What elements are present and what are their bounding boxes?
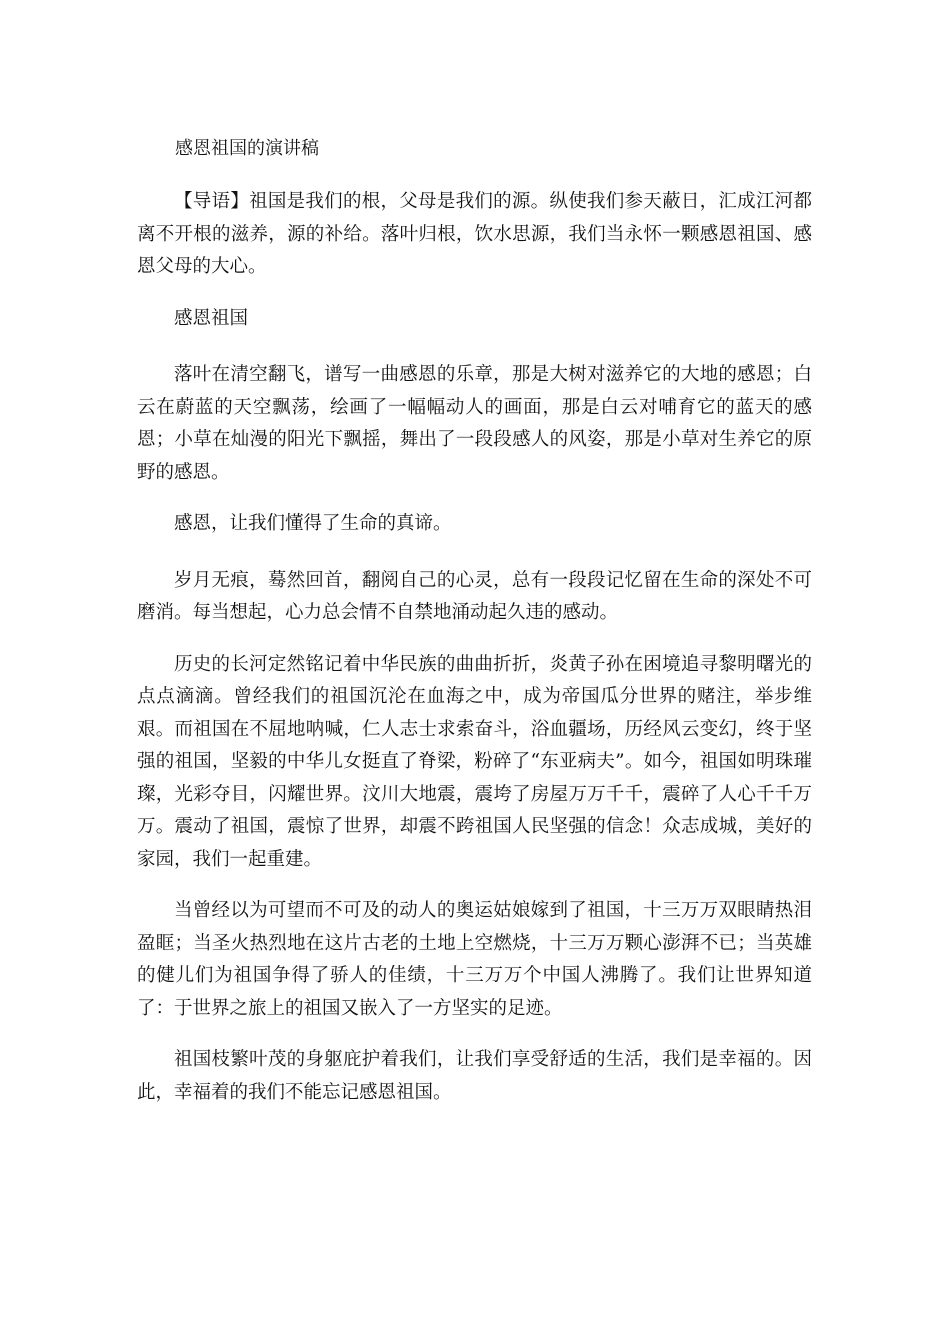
body-paragraph: 落叶在清空翻飞，谱写一曲感恩的乐章，那是大树对滋养它的大地的感恩；白云在蔚蓝的天空飘荡，绘画了一幅幅动人的画面，那是白云对哺育它的蓝天的感恩；小草在灿漫的阳光下飘摇，舞出了一段段感人的风姿，那是小草对生养它的原野的感恩。 bbox=[137, 364, 812, 483]
intro-paragraph: 【导语】祖国是我们的根，父母是我们的源。纵使我们参天蔽日，汇成江河都离不开根的滋养，源的补给。落叶归根，饮水思源，我们当永怀一颗感恩祖国、感恩父母的大心。 bbox=[137, 191, 812, 277]
body-paragraph: 祖国枝繁叶茂的身躯庇护着我们，让我们享受舒适的生活，我们是幸福的。因此，幸福着的我们不能忘记感恩祖国。 bbox=[137, 1049, 812, 1103]
body-paragraph: 历史的长河定然铭记着中华民族的曲曲折折，炎黄子孙在困境追寻黎明曙光的点点滴滴。曾经我们的祖国沉沦在血海之中，成为帝国瓜分世界的赌注，举步维艰。而祖国在不屈地呐喊，仁人志士求索奋斗，浴血疆场，历经风云变幻，终于坚强的祖国，坚毅的中华儿女挺直了脊梁，粉碎了“东亚病夫”。如今，祖国如明珠璀璨，光彩夺目，闪耀世界。汶川大地震，震垮了房屋万万千千，震碎了人心千千万万。震动了祖国，震惊了世界，却震不跨祖国人民坚强的信念！众志成城，美好的家园，我们一起重建。 bbox=[137, 653, 812, 870]
document-body bbox=[137, 186, 812, 1128]
document-title: 感恩祖国的演讲稿 bbox=[175, 138, 319, 159]
body-paragraph: 岁月无痕，蓦然回首，翻阅自己的心灵，总有一段段记忆留在生命的深处不可磨消。每当想起，心力总会情不自禁地涌动起久违的感动。 bbox=[137, 569, 812, 623]
body-paragraph: 当曾经以为可望而不可及的动人的奥运姑娘嫁到了祖国，十三万万双眼睛热泪盈眶；当圣火热烈地在这片古老的土地上空燃烧，十三万万颗心澎湃不已；当英雄的健儿们为祖国争得了骄人的佳绩，十三万万个中国人沸腾了。我们让世界知道了：于世界之旅上的祖国又嵌入了一方坚实的足迹。 bbox=[137, 900, 812, 1019]
section-heading: 感恩祖国 bbox=[174, 307, 249, 329]
body-paragraph: 感恩，让我们懂得了生命的真谛。 bbox=[174, 513, 452, 534]
